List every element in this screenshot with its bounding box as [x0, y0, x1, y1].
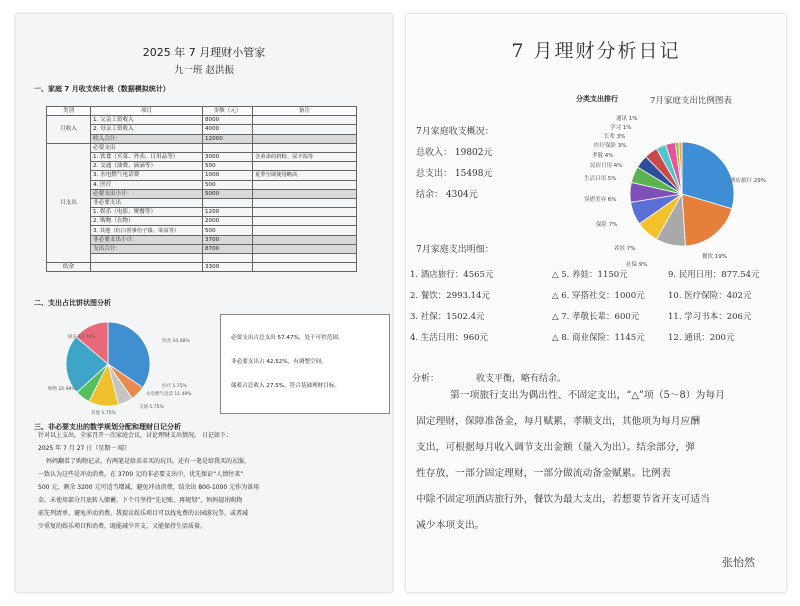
detail-item: 9. 民用日用：877.54元	[668, 270, 760, 280]
analysis-line: 中除不固定项酒店旅行外，餐饮为最大支出，若想要节省开支可适当	[416, 494, 710, 505]
expense-note	[253, 217, 357, 226]
pie-label: 社保 9%	[626, 262, 648, 268]
table-row	[47, 217, 357, 226]
pie-label: 养娃 7%	[614, 246, 636, 252]
necessary-total-amount: 5000	[203, 189, 253, 198]
expense-item: 2. 购物（衣物）	[91, 217, 203, 226]
pie-label: 交通 5.75%	[139, 405, 164, 410]
overview-line: 总收入： 19802元	[416, 148, 493, 158]
ranking-title: 分类支出排行	[576, 95, 618, 103]
overview-title: 7月家庭收支概况：	[416, 127, 494, 137]
pie-label: 生活日用 5%	[584, 176, 617, 182]
expense-note: 含弟弟的奶粉、尿不湿等	[253, 152, 357, 161]
expense-note	[253, 180, 357, 189]
signature: 张怡然	[722, 556, 755, 569]
left-document-page	[16, 14, 392, 592]
income-total-amount: 12000	[203, 134, 253, 143]
diary-line: 妈妈翻看了购物记录，有两笔是给弟弟买的玩具，还有一笔是给我买的衣服，	[46, 458, 251, 465]
header-note: 备注	[253, 107, 357, 116]
budget-table	[46, 106, 357, 272]
summary-box	[220, 314, 390, 414]
overview-line: 总支出： 15498元	[416, 169, 493, 179]
detail-item: △ 5. 养娃：1150元	[552, 270, 628, 280]
expense-item: 2. 交通（油费、滴滴等）	[91, 162, 203, 171]
unnecessary-total-label: 非必要支出小计：	[91, 235, 203, 244]
expense-note: 夏季空调使用略高	[253, 171, 357, 180]
detail-item: △ 6. 穿搭社交：1000元	[552, 291, 645, 301]
table-row	[47, 162, 357, 171]
expense-amount: 2000	[203, 217, 253, 226]
income-amount: 4000	[203, 125, 253, 134]
expense-amount: 1200	[203, 208, 253, 217]
summary-line: 非必要支出占 42.52%，有调整空间。	[231, 359, 327, 365]
table-row	[47, 254, 357, 263]
expense-category-cell: 月支出	[47, 143, 91, 262]
table-row	[47, 171, 357, 180]
pie-label: 酒店旅行 29%	[730, 178, 766, 184]
expense-total-row	[47, 244, 357, 253]
pie-label: 水电燃气电话 11.49%	[146, 392, 192, 397]
necessary-total-row	[47, 189, 357, 198]
pie-label: 购物 22.99%	[48, 387, 76, 392]
pie-label: 医疗保险 3%	[594, 143, 627, 149]
pie-label: 长辈 3%	[604, 134, 626, 140]
pie-label: 孝敬 4%	[592, 153, 614, 159]
table-row	[47, 208, 357, 217]
diary-date: 2025 年 7 月 27 日（星期一 晴）	[38, 445, 131, 452]
table-row	[47, 180, 357, 189]
expense-total-amount: 8700	[203, 244, 253, 253]
author-line: 九一班 赵洪振	[173, 65, 235, 76]
detail-item: 12. 通讯：200元	[668, 333, 735, 343]
table-row	[47, 198, 357, 207]
expense-amount: 3000	[203, 152, 253, 161]
expense-note	[253, 162, 357, 171]
pie-label: 医疗 5.75%	[162, 384, 187, 389]
expense-amount: 500	[203, 180, 253, 189]
pie-label: 通讯 1%	[616, 116, 638, 122]
section-3-heading: 三、非必要支出的数学规划分配和理财日记分析	[34, 423, 181, 431]
balance-amount: 3300	[203, 263, 253, 272]
table-header-row	[47, 107, 357, 116]
expense-pie-chart	[46, 312, 216, 424]
expense-ratio-pie-chart	[570, 110, 786, 282]
diary-line: 一致认为这些是冲动消费。在 3700 元的非必要支出中，优先保证“人情往来”	[38, 471, 244, 478]
necessary-total-label: 必要支出小计：	[91, 189, 203, 198]
analysis-line: 支出，可根据每月收入调节支出金额（量入为出）。结余部分，弹	[416, 442, 696, 453]
income-total-row	[47, 134, 357, 143]
income-item: 1. 父亲工资收入	[91, 116, 203, 125]
table-row	[47, 226, 357, 235]
diary-line: 针对以上支出，全家召开一次家庭会议，讨论理财支出情况。 日记如下：	[38, 432, 232, 439]
analysis-line: 第一项旅行支出为偶出性、不固定支出，“△”项（5～8）为每月	[450, 390, 725, 401]
detail-item: 2. 餐饮：2993.14元	[410, 291, 490, 301]
detail-item: 4. 生活日用：960元	[410, 333, 489, 343]
detail-item: △ 8. 商业保险：1145元	[552, 333, 645, 343]
income-total-label: 收入合计：	[91, 134, 203, 143]
detail-title: 7月家庭支出明细：	[416, 245, 494, 255]
expense-item: 1. 娱乐（电影、聚餐等）	[91, 208, 203, 217]
overview-line: 结余： 4304元	[416, 190, 478, 200]
summary-line: 储蓄占总收入 27.5%，符合基础理财目标。	[231, 383, 341, 389]
expense-item: 3. 水电燃气电话费	[91, 171, 203, 180]
section-1-heading: 一、家庭 7 月收支统计表（数据模拟统计）	[34, 85, 170, 93]
pie-label: 学习 1%	[610, 125, 632, 131]
expense-item: 1. 饮食（买菜、外卖、日用品等）	[91, 152, 203, 161]
expense-amount: 500	[203, 226, 253, 235]
pie-label: 民宿日用 4%	[590, 163, 623, 169]
analysis-line: 性存放，一部分固定理财，一部分做流动备金赋累。比例表	[416, 468, 671, 479]
income-note	[253, 125, 357, 134]
right-page-title: 7 月理财分析日记	[511, 40, 681, 62]
unnecessary-total-amount: 3700	[203, 235, 253, 244]
diary-line: 金。未使用部分月底转入储蓄，下个月坚持“先记账、再规划”，妈妈提出购物	[38, 497, 243, 504]
income-amount: 8000	[203, 116, 253, 125]
pie-title: 7月家庭支出比例图表	[650, 96, 732, 106]
pie-label: 娱乐 13.79%	[68, 335, 96, 340]
header-amount: 金额（元）	[203, 107, 253, 116]
table-row	[47, 152, 357, 161]
balance-label: 结余	[47, 263, 91, 272]
unnecessary-total-row	[47, 235, 357, 244]
header-category: 类别	[47, 107, 91, 116]
income-item: 2. 母亲工资收入	[91, 125, 203, 134]
left-page-title: 2025 年 7 月理财小管家	[142, 46, 266, 59]
analysis-line: 减少本项支出。	[416, 520, 485, 531]
expense-amount: 1000	[203, 171, 253, 180]
analysis-title: 收支平衡，略有结余。	[476, 374, 567, 384]
diary-line: 前先列清单，避免冲动消费。我提议娱乐项目可以找免费的公园游玩等，或者减	[38, 510, 249, 517]
expense-item: 4. 医疗	[91, 180, 203, 189]
header-item: 项目	[91, 107, 203, 116]
necessary-header: 必要支出	[91, 143, 203, 152]
detail-item: 11. 学习书本：206元	[668, 312, 752, 322]
income-category-cell: 月收入	[47, 116, 91, 144]
balance-row	[47, 263, 357, 272]
pie-label: 餐饮 19%	[702, 254, 727, 260]
analysis-line: 固定理财，保障准备金，每月赋累，孝顺支出，其他项为每月应酬	[416, 416, 701, 427]
income-note	[253, 116, 357, 125]
unnecessary-header: 非必要支出	[91, 198, 203, 207]
detail-item: 1. 酒店旅行：4565元	[410, 270, 494, 280]
diary-line: 少重复的娱乐项目和消费，既能减少开支，又能保持生活质量。	[38, 523, 207, 530]
table-row	[47, 143, 357, 152]
expense-note	[253, 226, 357, 235]
pie-label: 保险 7%	[596, 222, 618, 228]
expense-item: 3. 其他（红白喜事份子钱、零食等）	[91, 226, 203, 235]
table-row	[47, 116, 357, 125]
right-handwritten-page	[406, 14, 786, 592]
detail-item: 10. 医疗保险：402元	[668, 291, 752, 301]
detail-item: 3. 社保：1502.4元	[410, 312, 485, 322]
section-2-heading: 二、支出占比饼状图分析	[34, 299, 111, 307]
diary-line: 500 元，剩余 3200 元可适当增减，避免冲动消费，结余出 800-1000 元作为备用	[38, 484, 260, 491]
table-row	[47, 125, 357, 134]
detail-item: △ 7. 孝敬长辈：600元	[552, 312, 640, 322]
expense-amount: 500	[203, 162, 253, 171]
expense-note	[253, 208, 357, 217]
pie-label: 穿搭美容 6%	[584, 197, 617, 203]
pie-label: 其他 5.75%	[91, 411, 116, 416]
expense-total-label: 支出合计：	[91, 244, 203, 253]
summary-line: 必要支出占总支出 57.47%，处于可控范围。	[231, 335, 344, 341]
analysis-label: 分析：	[412, 374, 440, 384]
pie-label: 饮食 34.48%	[162, 339, 190, 344]
